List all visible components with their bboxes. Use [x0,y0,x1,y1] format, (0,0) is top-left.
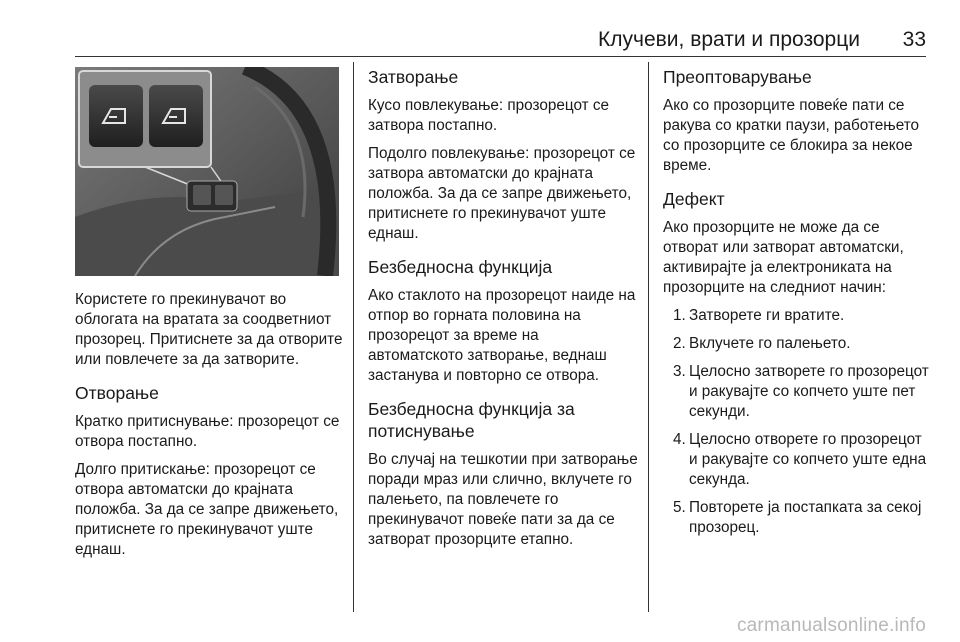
section-heading-safety: Безбедносна функција [368,257,553,277]
column-2 [368,66,638,558]
step-text: Повторете ја постапката за секој прозорец. [689,499,922,536]
column-3 [663,66,933,546]
page-number: 33 [902,28,926,51]
fault-steps-list [663,306,933,538]
column-divider [648,62,649,612]
overload-paragraph: Ако со прозорците повеќе пати се ракува со кратки паузи, работењето со прозорците се блокира за некое време. [663,97,920,174]
list-item [663,334,933,354]
opening-short-paragraph: Кратко притиснување: прозорецот се отвора постапно. [75,413,340,450]
column-divider [353,62,354,612]
safety-paragraph: Ако стаклото на прозорецот наиде на отпор во горната половина на прозорецот за време на автоматското затворање, веднаш застанува и повторно се отвора. [368,287,636,384]
section-heading-opening: Отворање [75,383,159,403]
fault-paragraph: Ако прозорците не може да се отворат или затворат автоматски, активирајте ја електрониката на прозорците на следниот начин: [663,219,904,296]
section-heading-fault: Дефект [663,189,725,209]
list-item [663,498,933,538]
section-heading-closing: Затворање [368,67,459,87]
step-number: 5. [673,499,686,516]
intro-paragraph: Користете го прекинувачот во облогата на вратата за соодветниот прозорец. Притиснете за да отворите или повлечете за да затворите. [75,291,343,368]
override-paragraph: Во случај на тешкотии при затворање поради мраз или слично, вклучете го палењето, па повлечете го прекинувачот повеќе пати за да се затворат прозорците етапно. [368,451,638,548]
section-heading-overload: Преоптоварување [663,67,812,87]
step-text: Вклучете го палењето. [689,335,851,352]
step-number: 4. [673,431,686,448]
step-text: Целосно затворете го прозорецот и ракувајте со копчето уште пет секунди. [689,363,929,420]
list-item [663,362,933,422]
site-watermark: carmanualsonline.info [736,615,926,636]
section-heading-override: Безбедносна функција за потиснување [368,399,575,441]
page-header-title: Клучеви, врати и прозорци [598,28,860,51]
step-text: Целосно отворете го прозорецот и ракувајте со копчето уште една секунда. [689,431,927,488]
header-divider [75,56,926,57]
opening-long-paragraph: Долго притискање: прозорецот се отвора автоматски до крајната положба. За да се запре движењето, притиснете го прекинувачот уште еднаш. [75,461,339,558]
closing-long-paragraph: Подолго повлекување: прозорецот се затвора автоматски до крајната положба. За да се запре движењето, притиснете го прекинувачот уште еднаш. [368,145,636,242]
step-number: 2. [673,335,686,352]
list-item [663,306,933,326]
closing-short-paragraph: Кусо повлекување: прозорецот се затвора постапно. [368,97,610,134]
column-1 [75,290,343,568]
window-switch-illustration [75,67,339,276]
step-text: Затворете ги вратите. [689,307,845,324]
step-number: 1. [673,307,686,324]
step-number: 3. [673,363,686,380]
list-item [663,430,933,490]
